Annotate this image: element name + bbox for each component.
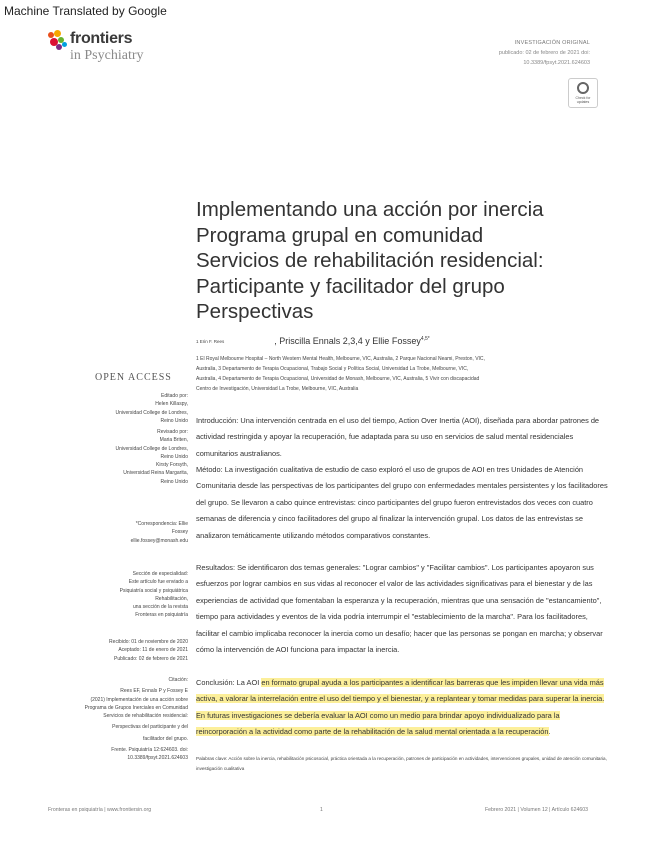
publication-dates (30, 638, 188, 663)
affiliation-line: Australia, 3 Departamento de Terapia Ocupacional, Trabajo Social y Política Social, Universidad La Trobe, Melbourne, VIC, (196, 366, 469, 372)
abstract-conclusion (196, 675, 610, 741)
keywords: Palabras clave: Acción sobre la inercia, rehabilitación psicosocial, práctica orientada a la recuperación, patrones de participación en actividades, intervenciones grupales, unidad de atención comunitaria, investigación cualitativa (196, 756, 607, 771)
abstract-method (196, 462, 610, 544)
sidebar-line: Rehabilitación, (155, 595, 188, 602)
citation-line: Perspectivas del participante y del (112, 724, 188, 731)
citation-line: (2021) Implementación de una acción sobre (90, 696, 188, 703)
citation-heading: Citación: (168, 677, 188, 683)
sidebar-line: Reino Unido (160, 417, 188, 424)
sidebar-line: Este artículo fue enviado a (128, 579, 188, 586)
section-text: Se identificaron dos temas generales: "Lograr cambios" y "Facilitar cambios". Los participantes apoyaron sus esfuerzos por lograr cambios en sus vidas al reconocer el valor de las actividades significativas para el bienestar y de las experiencias de actividad que fomentaban la esperanza y la recuperación, mientras que una sensación de "estancamiento", tiempo para actividades y eventos de la vida podría interrumpir el "establecimiento de la marcha". Para los facilitadores, facilitar el cambio implicaba reconocer la inercia como un desafío; hacer que las personas se pongan en marcha; y observar cómo la intervención de AOI funciona para impactar la inercia. (196, 563, 603, 655)
section-text: La investigación cualitativa de estudio de caso exploró el uso de grupos de AOI en tres Unidades de Atención Comunitaria desde las perspectivas de los participantes del grupo con enfermedades mentales persistentes y los facilitadores del grupo. Se llevaron a cabo quince entrevistas: cinco participantes del grupo fueron entrevistados dos veces con cuatro semanas de diferencia y cinco facilitadores del grupo al finalizar la intervención grupal. Los datos de las entrevistas se analizaron temáticamente utilizando métodos comparativos constantes. (196, 465, 608, 540)
citation-doi[interactable]: 10.3389/fpsyt.2021.624603 (127, 755, 188, 762)
sidebar-line: Sección de especialidad: (132, 571, 188, 577)
title-line: Perspectivas (196, 300, 314, 323)
citation-line: Frente. Psiquiatría 12:624603. doi: (111, 747, 188, 754)
badge-label: Check for updates (575, 96, 591, 104)
logo-wordmark: frontiers (70, 30, 133, 47)
abstract-introduction (196, 413, 610, 462)
footer-journal-link[interactable]: Fronteras en psiquiatría | www.frontiersin.org (48, 807, 152, 813)
section-text: La AOI (234, 678, 262, 687)
citation-line: Rees EF, Ennals P y Fossey E (120, 688, 188, 695)
sidebar-line: Editado por: (161, 393, 188, 399)
correspondence (30, 520, 188, 545)
sidebar-line: Psiquiatría social y psiquiátrica (119, 587, 188, 594)
received-date: Recibido: 01 de noviembre de 2020 (109, 639, 188, 645)
article-title (196, 197, 616, 325)
check-for-updates-badge[interactable] (568, 78, 598, 108)
sidebar-line: Universidad College de Londres, (115, 409, 188, 416)
abstract-results (196, 560, 610, 658)
update-check-icon (577, 82, 589, 94)
title-line: Implementando una acción por inercia (196, 198, 544, 221)
sidebar-line: Fronteras en psiquiatría (135, 612, 188, 619)
first-author[interactable]: 1 Erin F. Rees (196, 339, 225, 345)
sidebar-line: Reino Unido (160, 453, 188, 460)
section-text: . (548, 727, 551, 737)
machine-translated-banner: Machine Translated by Google (4, 4, 167, 18)
sidebar-line: *Correspondencia: Ellie (135, 521, 188, 527)
citation (30, 676, 188, 763)
other-authors[interactable]: , Priscilla Ennals 2,3,4 y Ellie Fossey (274, 336, 421, 346)
sidebar-line: Maria Briten, (159, 437, 188, 444)
open-access-label: OPEN ACCESS (95, 372, 172, 383)
affiliations (196, 354, 606, 394)
specialty-section (30, 570, 188, 620)
correspondence-email[interactable]: ellie.fossey@monash.edu (130, 537, 188, 544)
published-date: Publicado: 02 de febrero de 2021 (114, 655, 188, 662)
sidebar-line: Fossey (171, 529, 188, 536)
section-label: Introducción: (196, 416, 239, 425)
article-type: INVESTIGACIÓN ORIGINAL (514, 40, 590, 46)
published-date: publicado: 02 de febrero de 2021 doi: (498, 50, 590, 56)
sidebar-line: Kirsty Forsyth, (156, 462, 188, 469)
affiliation-line: 1 El Royal Melbourne Hospital – North Western Mental Health, Melbourne, VIC, Australia, 2 Parque Nacional Neami, Preston, VIC, (196, 356, 485, 362)
author-superscript: 4,5* (420, 336, 430, 342)
title-line: Servicios de rehabilitación residencial: (196, 249, 544, 272)
footer-issue-info: Febrero 2021 | Volumen 12 | Artículo 624603 (484, 807, 588, 813)
section-label: Método: (196, 465, 223, 474)
sidebar-line: Reino Unido (160, 478, 188, 485)
frontiers-logo-icon (48, 30, 68, 50)
author-list (196, 336, 430, 346)
sidebar-line: Helen Killaspy, (155, 401, 188, 408)
sidebar-line: Universidad Reina Margarita, (123, 470, 188, 477)
logo-journal-name: in Psychiatry (70, 48, 144, 63)
affiliation-line: Centro de Investigación, Universidad La Trobe, Melbourne, VIC, Australia (196, 386, 359, 392)
doi-link[interactable]: 10.3389/fpsyt.2021.624603 (523, 60, 590, 66)
sidebar-line: una sección de la revista (132, 604, 188, 611)
journal-logo[interactable] (48, 28, 168, 68)
section-label: Resultados: (196, 563, 236, 572)
accepted-date: Aceptado: 11 de enero de 2021 (118, 647, 188, 654)
citation-line: Servicios de rehabilitación residencial: (103, 713, 188, 720)
highlighted-text[interactable]: en formato grupal ayuda a los participantes a identificar las barreras que les impiden llevar una vida más activa, a valorar la interrelación entre el uso del tiempo y el bienestar, y a replantear y tomar medidas para superar la inercia. En futuras investigaciones se debería evaluar la AOI como un medio para brindar apoyo individualizado para la reincorporación a la actividad como parte de la rehabilitación de la salud mental orientada a la recuperación (196, 678, 605, 737)
edited-by (30, 392, 188, 425)
reviewed-by (30, 428, 188, 486)
article-meta (450, 38, 590, 68)
citation-line: Programa de Grupos Inerciales en Comunidad (84, 704, 188, 711)
affiliation-line: Australia, 4 Departamento de Terapia Ocupacional, Universidad de Monash, Melbourne, VIC, Australia, 5 Vivir con discapacidad (196, 376, 480, 382)
sidebar-line: Universidad College de Londres, (115, 445, 188, 452)
citation-line: facilitador del grupo. (142, 735, 188, 742)
page-number: 1 (320, 807, 323, 813)
section-label: Conclusión: (196, 678, 235, 687)
section-text: Una intervención centrada en el uso del tiempo, Action Over Inertia (AOI), diseñada para abordar patrones de actividad restringida y apoyar la recuperación, fue adaptada para su uso en servicios de salud mental residenciales comunitarios australianos. (196, 416, 600, 458)
title-line: Programa grupal en comunidad (196, 223, 484, 247)
sidebar-line: Revisado por: (157, 429, 188, 435)
title-line: Participante y facilitador del grupo (196, 274, 505, 298)
